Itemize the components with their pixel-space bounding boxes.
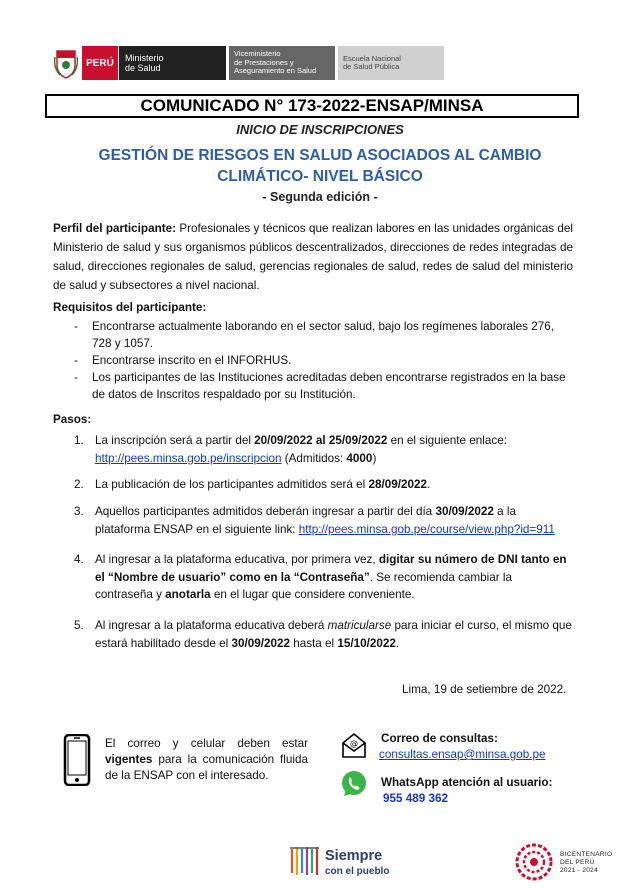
email-label: Correo de consultas: xyxy=(381,732,498,745)
list-item: Encontrarse actualmente laborando en el sector salud, bajo los regímenes laborales 276, 728 y 1057. xyxy=(92,320,554,350)
bicentenario-icon xyxy=(514,842,554,882)
pasos-title: Pasos: xyxy=(53,413,92,426)
svg-text:@: @ xyxy=(350,739,358,748)
pueblo-text: con el pueblo xyxy=(325,866,390,877)
course-link[interactable]: http://pees.minsa.gob.pe/course/view.php?id=911 xyxy=(298,522,555,536)
peru-logo: PERÚ xyxy=(82,46,118,80)
whatsapp-label: WhatsApp atención al usuario: xyxy=(381,776,553,789)
whatsapp-icon xyxy=(340,770,368,798)
course-title: GESTIÓN DE RIESGOS EN SALUD ASOCIADOS AL CAMBIO CLIMÁTICO- NIVEL BÁSICO xyxy=(98,147,542,185)
edition: - Segunda edición - xyxy=(262,190,378,204)
perfil-paragraph: Perfil del participante: Profesionales y técnicos que realizan labores en las unidades orgánicas del Ministerio de salud y sus organismos públicos descentralizados, direcciones de redes integradas de salud, direcciones regionales de salud, gerencias regionales de salud, redes de salud del ministerio de salud y subsectores a nivel nacional. xyxy=(53,222,574,292)
step-5: Al ingresar a la plataforma educativa deberá matricularse para iniciar el curso, el mismo que estará habilitado desde el 30/09/2022 hasta el 15/10/2022. xyxy=(95,619,572,650)
phone-icon xyxy=(63,734,91,786)
subtitle: INICIO DE INSCRIPCIONES xyxy=(236,122,404,137)
inscripcion-link[interactable]: http://pees.minsa.gob.pe/inscripcion xyxy=(95,451,282,465)
place-date: Lima, 19 de setiembre de 2022. xyxy=(402,683,567,696)
bicentenario-text: BICENTENARIO DEL PERÚ 2021 - 2024 xyxy=(560,851,613,874)
list-item: Encontrarse inscrito en el INFORHUS. xyxy=(92,354,292,367)
siempre-text: Siempre xyxy=(325,848,383,864)
step-3: Aquellos participantes admitidos deberán ingresar a partir del día 30/09/2022 a la plataforma ENSAP en el siguiente link: http://pees.minsa.gob.pe/course/view.php?id=911 xyxy=(95,505,555,536)
step-2: La publicación de los participantes admitidos será el 28/09/2022. xyxy=(95,478,431,491)
peru-shield-icon xyxy=(54,47,78,79)
viceministerio-logo: Viceministerio de Prestaciones y Aseguramiento en Salud xyxy=(229,46,335,80)
list-item: Los participantes de las Instituciones acreditadas deben encontrarse registrados en la base de datos de Inscritos respaldado por su Institución. xyxy=(92,371,566,401)
mail-icon xyxy=(340,731,368,759)
escuela-logo: Escuela Nacional de Salud Pública xyxy=(338,46,444,80)
email-link[interactable]: consultas.ensap@minsa.gob.pe xyxy=(379,748,546,761)
step-1: La inscripción será a partir del 20/09/2022 al 25/09/2022 en el siguiente enlace: http://pees.minsa.gob.pe/inscripcion (Admitidos: 4000) xyxy=(95,434,507,465)
ministerio-logo: Ministerio de Salud xyxy=(119,46,226,80)
requisitos-title: Requisitos del participante: xyxy=(53,301,207,314)
document-title: COMUNICADO N° 173-2022-ENSAP/MINSA xyxy=(45,94,579,118)
step-4: Al ingresar a la plataforma educativa, por primera vez, digitar su número de DNI tanto en el “Nombre de usuario” como en la “Contraseña”. Se recomienda cambiar la contraseña y anotarla en el lugar que considere conveniente. xyxy=(95,553,567,601)
whatsapp-number[interactable]: 955 489 362 xyxy=(383,792,448,805)
contact-note: El correo y celular deben estar vigentes para la comunicación fluida de la ENSAP con el interesado. xyxy=(105,737,308,782)
